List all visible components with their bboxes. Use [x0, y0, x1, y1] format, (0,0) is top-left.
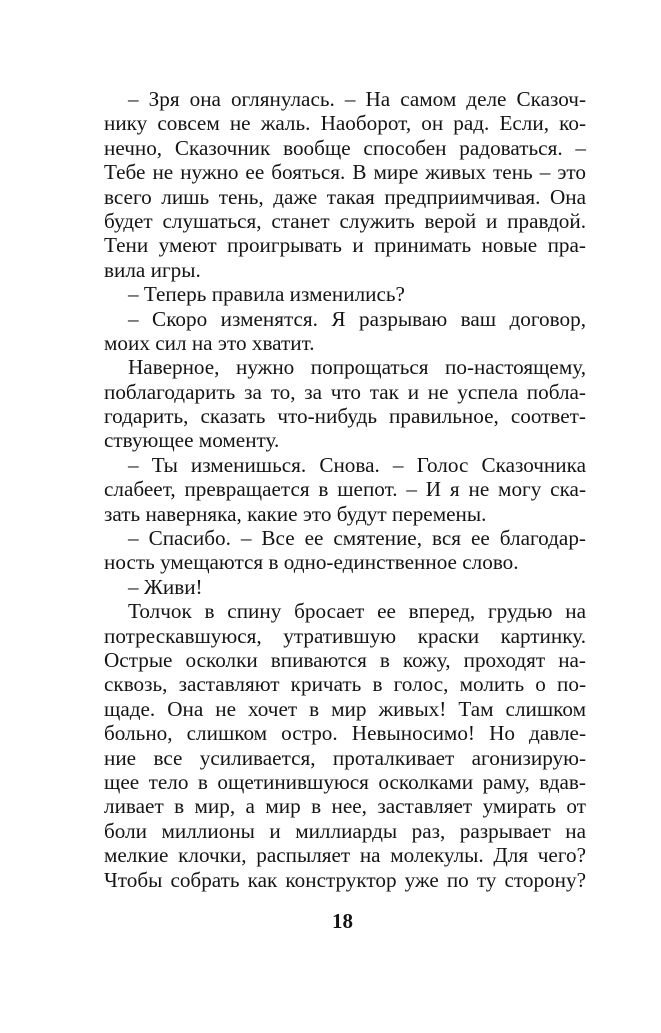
text-line: годарить, сказать что-нибудь правильное, соответ- [104, 404, 586, 429]
text-line: всего лишь тень, даже такая предприимчивая. Она [104, 184, 586, 209]
text-line: поблагодарить за то, за что так и не успела побла- [104, 379, 586, 404]
text-line: нику совсем не жаль. Наоборот, он рад. Если, ко- [104, 111, 586, 136]
text-line: – Ты изменишься. Снова. – Голос Сказочника [128, 452, 586, 477]
text-line: сквозь, заставляют кричать в голос, молить о по- [104, 672, 586, 697]
text-line: моих сил на это хватит. [104, 330, 315, 355]
text-line: – Теперь правила изменились? [128, 282, 405, 307]
text-line: Острые осколки впиваются в кожу, проходят на- [104, 647, 586, 672]
text-line: – Скоро изменятся. Я разрываю ваш договор, [128, 306, 586, 331]
text-line: будет слушаться, станет служить верой и правдой. [104, 208, 586, 233]
text-line: Толчок в спину бросает ее вперед, грудью на [128, 599, 586, 624]
text-line: нечно, Сказочник вообще способен радоваться. – [104, 135, 586, 160]
text-line: щее тело в ощетинившуюся осколками раму, вдав- [104, 769, 586, 794]
text-line: Чтобы собрать как конструктор уже по ту сторону? [104, 867, 586, 892]
text-line: – Зря она оглянулась. – На самом деле Сказоч- [128, 87, 586, 111]
text-line: ние все усиливается, проталкивает агонизирую- [104, 745, 586, 770]
text-line: – Живи! [128, 574, 203, 599]
text-line: слабеет, превращается в шепот. – И я не могу ска- [104, 477, 586, 502]
text-line: вила игры. [104, 257, 201, 282]
text-line: Тени умеют проигрывать и принимать новые пра- [104, 233, 586, 258]
text-line: – Спасибо. – Все ее смятение, вся ее благодар- [128, 526, 586, 551]
text-line: зать наверняка, какие это будут перемены. [104, 501, 487, 526]
text-line: мелкие клочки, распыляет на молекулы. Для чего? [104, 843, 586, 868]
body-text [104, 87, 586, 892]
text-line: щаде. Она не хочет в мир живых! Там слишком [104, 696, 586, 721]
text-line: ность умещаются в одно-единственное слово. [104, 550, 519, 575]
text-line: боли миллионы и миллиарды раз, разрывает на [104, 818, 586, 843]
text-line: Наверное, нужно попрощаться по-настоящему, [128, 355, 586, 380]
text-line: ствующее моменту. [104, 428, 280, 453]
text-line: больно, слишком остро. Невыносимо! Но давле- [104, 721, 586, 746]
page-number: 18 [332, 909, 353, 933]
text-line: ливает в мир, а мир в нее, заставляет умирать от [104, 794, 586, 819]
text-line: потрескавшуюся, утратившую краски картинку. [104, 623, 586, 648]
text-line: Тебе не нужно ее бояться. В мире живых тень – это [104, 160, 586, 185]
